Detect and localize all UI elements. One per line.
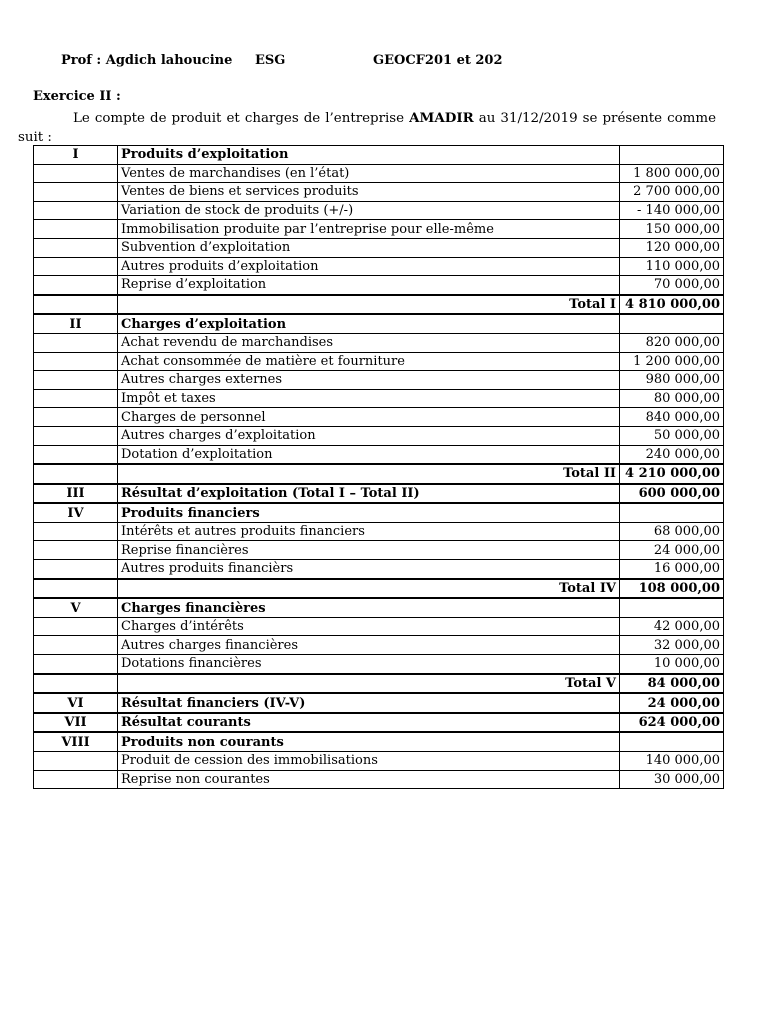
table-row [34, 464, 724, 484]
row-number [34, 770, 118, 789]
row-value: 10 000,00 [620, 655, 724, 674]
row-value: 80 000,00 [620, 389, 724, 408]
row-number [34, 464, 118, 484]
table-row [34, 276, 724, 295]
row-value [620, 146, 724, 165]
row-label: Achat consommée de matière et fourniture [118, 352, 620, 371]
table-row [34, 732, 724, 751]
row-label: Immobilisation produite par l’entreprise pour elle-même [118, 220, 620, 239]
table-row [34, 201, 724, 220]
income-statement-table [33, 145, 724, 789]
row-label: Subvention d’exploitation [118, 238, 620, 257]
row-value: 600 000,00 [620, 484, 724, 504]
row-label: Produits d’exploitation [118, 146, 620, 165]
row-number: VII [34, 713, 118, 733]
row-number: V [34, 598, 118, 617]
row-number [34, 371, 118, 390]
row-value: 120 000,00 [620, 238, 724, 257]
table-row [34, 146, 724, 165]
table-row [34, 484, 724, 504]
row-number [34, 333, 118, 352]
row-label: Produits financiers [118, 503, 620, 522]
row-label: Ventes de biens et services produits [118, 183, 620, 202]
row-value: 68 000,00 [620, 522, 724, 541]
row-number [34, 617, 118, 636]
row-label: Ventes de marchandises (en l’état) [118, 164, 620, 183]
row-label: Intérêts et autres produits financiers [118, 522, 620, 541]
row-number [34, 220, 118, 239]
table-row [34, 752, 724, 771]
row-number [34, 560, 118, 579]
row-value: 32 000,00 [620, 636, 724, 655]
intro-after: au 31/12/2019 se présente comme suit : [18, 111, 717, 145]
table-row [34, 503, 724, 522]
row-label: Autres produits financièrs [118, 560, 620, 579]
row-number [34, 201, 118, 220]
row-number [34, 445, 118, 464]
row-value: 4 810 000,00 [620, 295, 724, 315]
table-row [34, 693, 724, 713]
row-number [34, 426, 118, 445]
row-number [34, 541, 118, 560]
table-row [34, 333, 724, 352]
row-value: 108 000,00 [620, 579, 724, 599]
row-number [34, 674, 118, 694]
row-label: Dotations financières [118, 655, 620, 674]
table-row [34, 617, 724, 636]
row-value: 42 000,00 [620, 617, 724, 636]
row-value: 24 000,00 [620, 693, 724, 713]
row-number: VI [34, 693, 118, 713]
row-value: 1 800 000,00 [620, 164, 724, 183]
row-value: 624 000,00 [620, 713, 724, 733]
row-number [34, 164, 118, 183]
row-number: II [34, 314, 118, 333]
row-number [34, 352, 118, 371]
row-number [34, 636, 118, 655]
row-label: Charges d’intérêts [118, 617, 620, 636]
table-row [34, 445, 724, 464]
exercise-title: Exercice II : [33, 89, 121, 104]
table-row [34, 352, 724, 371]
table-row [34, 408, 724, 427]
row-label: Achat revendu de marchandises [118, 333, 620, 352]
row-number [34, 522, 118, 541]
row-value: 30 000,00 [620, 770, 724, 789]
row-value: 820 000,00 [620, 333, 724, 352]
table-row [34, 295, 724, 315]
table-row [34, 598, 724, 617]
row-number [34, 238, 118, 257]
row-value [620, 732, 724, 751]
row-value: 150 000,00 [620, 220, 724, 239]
table-row [34, 770, 724, 789]
row-label: Impôt et taxes [118, 389, 620, 408]
exercise-intro [18, 109, 716, 147]
table-row [34, 426, 724, 445]
row-label: Résultat courants [118, 713, 620, 733]
row-value [620, 598, 724, 617]
course-code: GEOCF201 et 202 [373, 53, 503, 68]
row-value: 240 000,00 [620, 445, 724, 464]
table-row [34, 371, 724, 390]
row-number: I [34, 146, 118, 165]
intro-before: Le compte de produit et charges de l’entreprise [73, 111, 410, 126]
school-name: ESG [255, 53, 286, 68]
row-label: Résultat d’exploitation (Total I – Total II) [118, 484, 620, 504]
row-value: 24 000,00 [620, 541, 724, 560]
row-label: Reprise non courantes [118, 770, 620, 789]
row-value: 2 700 000,00 [620, 183, 724, 202]
row-number [34, 257, 118, 276]
row-value: - 140 000,00 [620, 201, 724, 220]
row-value: 70 000,00 [620, 276, 724, 295]
row-value: 1 200 000,00 [620, 352, 724, 371]
row-value [620, 314, 724, 333]
row-label: Autres charges externes [118, 371, 620, 390]
table-row [34, 579, 724, 599]
table-row [34, 257, 724, 276]
row-label: Dotation d’exploitation [118, 445, 620, 464]
row-number: IV [34, 503, 118, 522]
row-label: Autres charges financières [118, 636, 620, 655]
prof-name: Prof : Agdich lahoucine [61, 53, 233, 68]
row-number [34, 389, 118, 408]
table-row [34, 522, 724, 541]
row-number [34, 408, 118, 427]
row-label: Charges d’exploitation [118, 314, 620, 333]
table-row [34, 314, 724, 333]
row-value: 840 000,00 [620, 408, 724, 427]
row-number [34, 183, 118, 202]
row-number: III [34, 484, 118, 504]
row-label: Charges de personnel [118, 408, 620, 427]
row-label: Reprise financières [118, 541, 620, 560]
row-value: 84 000,00 [620, 674, 724, 694]
row-value [620, 503, 724, 522]
row-label: Produit de cession des immobilisations [118, 752, 620, 771]
row-value: 980 000,00 [620, 371, 724, 390]
table-row [34, 183, 724, 202]
table-row [34, 655, 724, 674]
table-row [34, 636, 724, 655]
company-name: AMADIR [409, 110, 474, 126]
row-number [34, 752, 118, 771]
row-label: Autres produits d’exploitation [118, 257, 620, 276]
row-label: Résultat financiers (IV-V) [118, 693, 620, 713]
total-label: Total V [118, 674, 620, 694]
total-label: Total IV [118, 579, 620, 599]
row-label: Produits non courants [118, 732, 620, 751]
table-row [34, 674, 724, 694]
row-number [34, 295, 118, 315]
row-number [34, 579, 118, 599]
row-label: Autres charges d’exploitation [118, 426, 620, 445]
row-label: Reprise d’exploitation [118, 276, 620, 295]
table-row [34, 164, 724, 183]
total-label: Total II [118, 464, 620, 484]
row-number [34, 276, 118, 295]
table-row [34, 220, 724, 239]
row-label: Variation de stock de produits (+/-) [118, 201, 620, 220]
row-label: Charges financières [118, 598, 620, 617]
table-row [34, 238, 724, 257]
row-value: 110 000,00 [620, 257, 724, 276]
row-number: VIII [34, 732, 118, 751]
table-row [34, 560, 724, 579]
table-row [34, 541, 724, 560]
row-value: 50 000,00 [620, 426, 724, 445]
row-number [34, 655, 118, 674]
row-value: 140 000,00 [620, 752, 724, 771]
row-value: 16 000,00 [620, 560, 724, 579]
table-row [34, 389, 724, 408]
table-row [34, 713, 724, 733]
row-value: 4 210 000,00 [620, 464, 724, 484]
total-label: Total I [118, 295, 620, 315]
